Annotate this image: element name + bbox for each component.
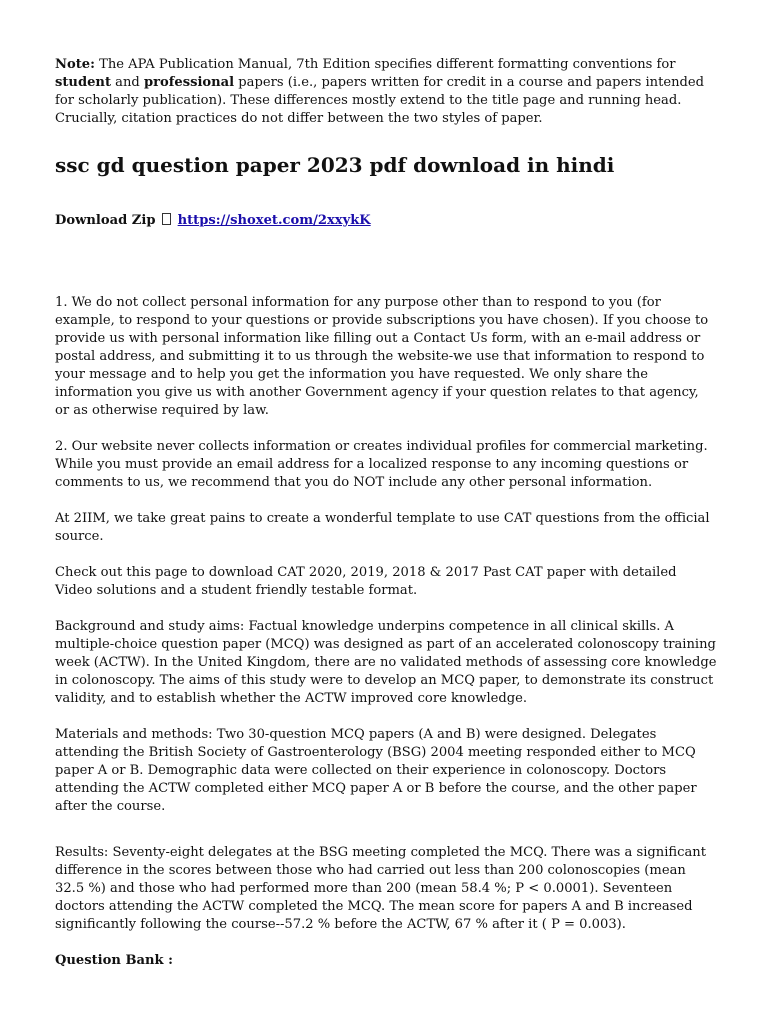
note-text-2: and <box>111 75 144 90</box>
missing-glyph-icon <box>162 213 171 225</box>
note-text-3: papers (i.e., papers written for credit in a course and papers intended for scholarly publication). These differences mostly extend to the title page and running head. Crucially, citation practices do not differ between the two styles of paper. <box>55 75 705 126</box>
paragraph-1: 1. We do not collect personal information for any purpose other than to respond to you (for example, to respond to your questions or provide subscriptions you have chosen). If you choose to provide us with personal information like filling out a Contact Us form, with an e-mail address or postal address, and submitting it to us through the website-we use that information to respond to your message and to help you get the information you have requested. We only share the information you give us with another Government agency if your question relates to that agency, or as otherwise required by law. <box>55 295 709 418</box>
note-label: Note: <box>55 57 95 72</box>
document-page <box>55 56 717 970</box>
paragraph-2: 2. Our website never collects information or creates individual profiles for commercial marketing. While you must provide an email address for a localized response to any incoming questions or comments to us, we recommend that you do NOT include any other personal information. <box>55 439 708 490</box>
download-label: Download Zip <box>55 213 156 228</box>
question-bank-heading: Question Bank : <box>55 953 173 968</box>
note-text-1: The APA Publication Manual, 7th Edition specifies different formatting conventions for <box>94 57 676 72</box>
note-professional: professional <box>143 75 235 90</box>
paragraph-3: At 2IIM, we take great pains to create a wonderful template to use CAT questions from the official source. <box>55 511 710 544</box>
page-title: ssc gd question paper 2023 pdf download in hindi <box>55 153 615 177</box>
paragraph-7: Results: Seventy-eight delegates at the BSG meeting completed the MCQ. There was a significant difference in the scores between those who had carried out less than 200 colonoscopies (mean 32.5 %) and those who had performed more than 200 (mean 58.4 %; P < 0.0001). Seventeen doctors attending the ACTW completed the MCQ. The mean score for papers A and B increased significantly following the course--57.2 % before the ACTW, 67 % after it ( P = 0.003). <box>55 845 706 932</box>
note-student: student <box>55 75 111 90</box>
paragraph-6: Materials and methods: Two 30-question MCQ papers (A and B) were designed. Delegates attending the British Society of Gastroenterology (BSG) 2004 meeting responded either to MCQ paper A or B. Demographic data were collected on their experience in colonoscopy. Doctors attending the ACTW completed either MCQ paper A or B before the course, and the other paper after the course. <box>55 727 697 814</box>
paragraph-4: Check out this page to download CAT 2020, 2019, 2018 & 2017 Past CAT paper with detailed Video solutions and a student friendly testable format. <box>55 565 677 598</box>
download-line <box>55 212 717 230</box>
apa-note <box>55 56 717 128</box>
download-link[interactable]: https://shoxet.com/2xxykK <box>177 213 371 228</box>
paragraph-5: Background and study aims: Factual knowledge underpins competence in all clinical skills. A multiple-choice question paper (MCQ) was designed as part of an accelerated colonoscopy training week (ACTW). In the United Kingdom, there are no validated methods of assessing core knowledge in colonoscopy. The aims of this study were to develop an MCQ paper, to demonstrate its construct validity, and to establish whether the ACTW improved core knowledge. <box>55 619 717 706</box>
